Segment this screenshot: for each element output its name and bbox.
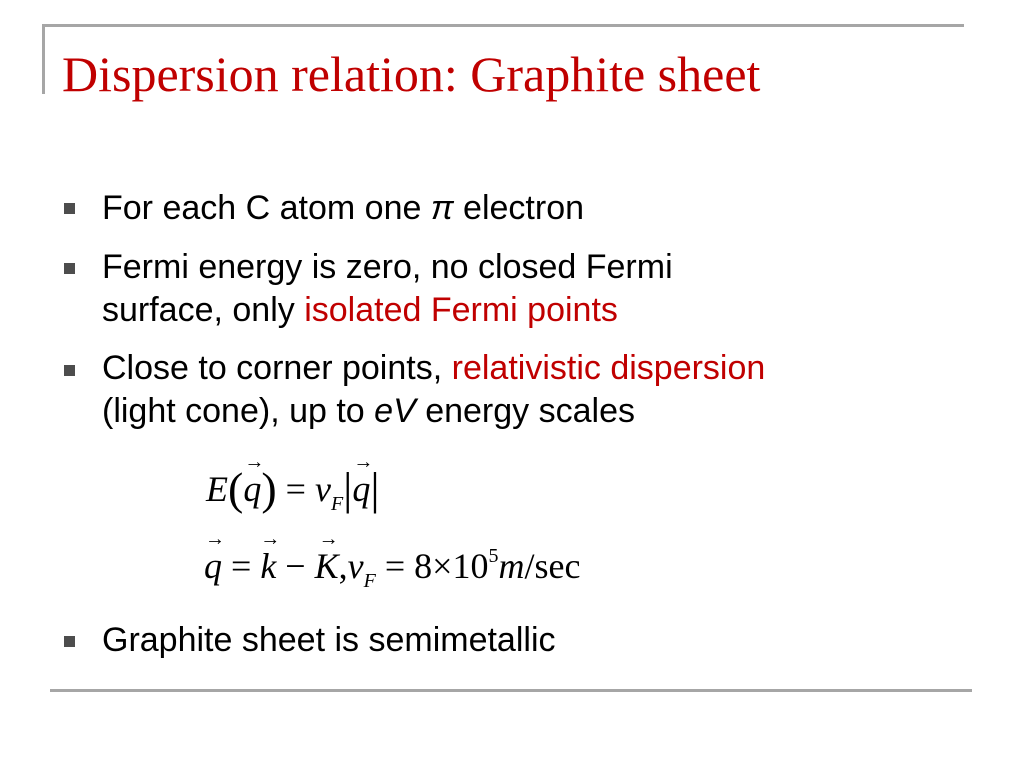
bullet-2-line-2 <box>102 289 618 331</box>
eq1-abs-right: | <box>370 463 380 514</box>
eq1-sub-F: F <box>330 493 344 515</box>
bullet-3-line-1 <box>102 347 765 389</box>
eq2-exponent: 5 <box>488 545 499 567</box>
eq1-q-vector-2 <box>352 451 374 510</box>
frame-bottom-rule <box>50 689 972 692</box>
bullet-4-text: Graphite sheet is semimetallic <box>102 621 556 659</box>
frame-left-rule <box>42 24 45 94</box>
eq1-v: v <box>314 469 331 509</box>
eq2-q: q <box>204 546 222 586</box>
vector-arrow-icon: → <box>205 528 225 550</box>
eq2-K: K <box>314 546 339 586</box>
eq1-q-2: q <box>352 469 371 509</box>
eq1-lparen: ( <box>228 463 244 514</box>
eq2-k: k <box>260 546 277 586</box>
eq2-minus: − <box>285 546 306 586</box>
bullet-marker <box>64 636 75 647</box>
vector-arrow-icon: → <box>318 528 339 550</box>
eq1-rparen: ) <box>261 463 277 514</box>
bullet-1-plain: For each C atom one <box>102 189 431 227</box>
bullet-3-plain: Close to corner points, <box>102 349 452 387</box>
eq1-E: E <box>206 469 228 509</box>
vector-arrow-icon: → <box>353 451 374 473</box>
eq1-q-vector <box>243 451 265 510</box>
eq2-coefficient: 8×10 <box>414 546 489 586</box>
bullet-1-after: electron <box>453 189 585 227</box>
eq2-unit: sec <box>534 546 581 586</box>
slide-title: Dispersion relation: Graphite sheet <box>62 46 761 102</box>
bullet-3-line-2 <box>102 390 635 432</box>
eq1-abs-left: | <box>343 463 353 514</box>
equation-definitions <box>204 528 581 593</box>
bullet-2-plain: surface, only <box>102 291 305 329</box>
eq2-m: m <box>498 546 525 586</box>
bullet-marker <box>64 203 75 214</box>
eq2-q-vector <box>204 528 225 587</box>
ev-symbol: eV <box>374 392 416 430</box>
vector-arrow-icon: → <box>260 528 281 550</box>
eq2-equals-1: = <box>231 546 252 586</box>
bullet-2-highlight: isolated Fermi points <box>304 291 618 329</box>
eq2-sub-F: F <box>363 570 376 592</box>
bullet-1-text <box>102 187 584 229</box>
eq2-slash: / <box>524 546 535 586</box>
bullet-3-after: energy scales <box>415 392 635 430</box>
frame-top-rule <box>42 24 964 27</box>
eq2-K-vector <box>314 528 339 587</box>
eq1-q: q <box>243 469 262 509</box>
eq2-v: v <box>347 546 364 586</box>
bullet-3-plain-2: (light cone), up to <box>102 392 375 430</box>
bullet-marker <box>64 263 75 274</box>
bullet-3-highlight: relativistic dispersion <box>451 349 766 387</box>
eq2-comma: , <box>338 546 348 586</box>
eq2-equals-2: = <box>384 546 406 586</box>
pi-symbol: π <box>430 189 454 227</box>
bullet-2-line-1: Fermi energy is zero, no closed Fermi <box>102 248 673 286</box>
equation-dispersion <box>206 451 380 516</box>
eq2-k-vector <box>260 528 281 587</box>
eq1-equals: = <box>285 469 306 509</box>
bullet-marker <box>64 365 75 376</box>
vector-arrow-icon: → <box>244 451 265 473</box>
